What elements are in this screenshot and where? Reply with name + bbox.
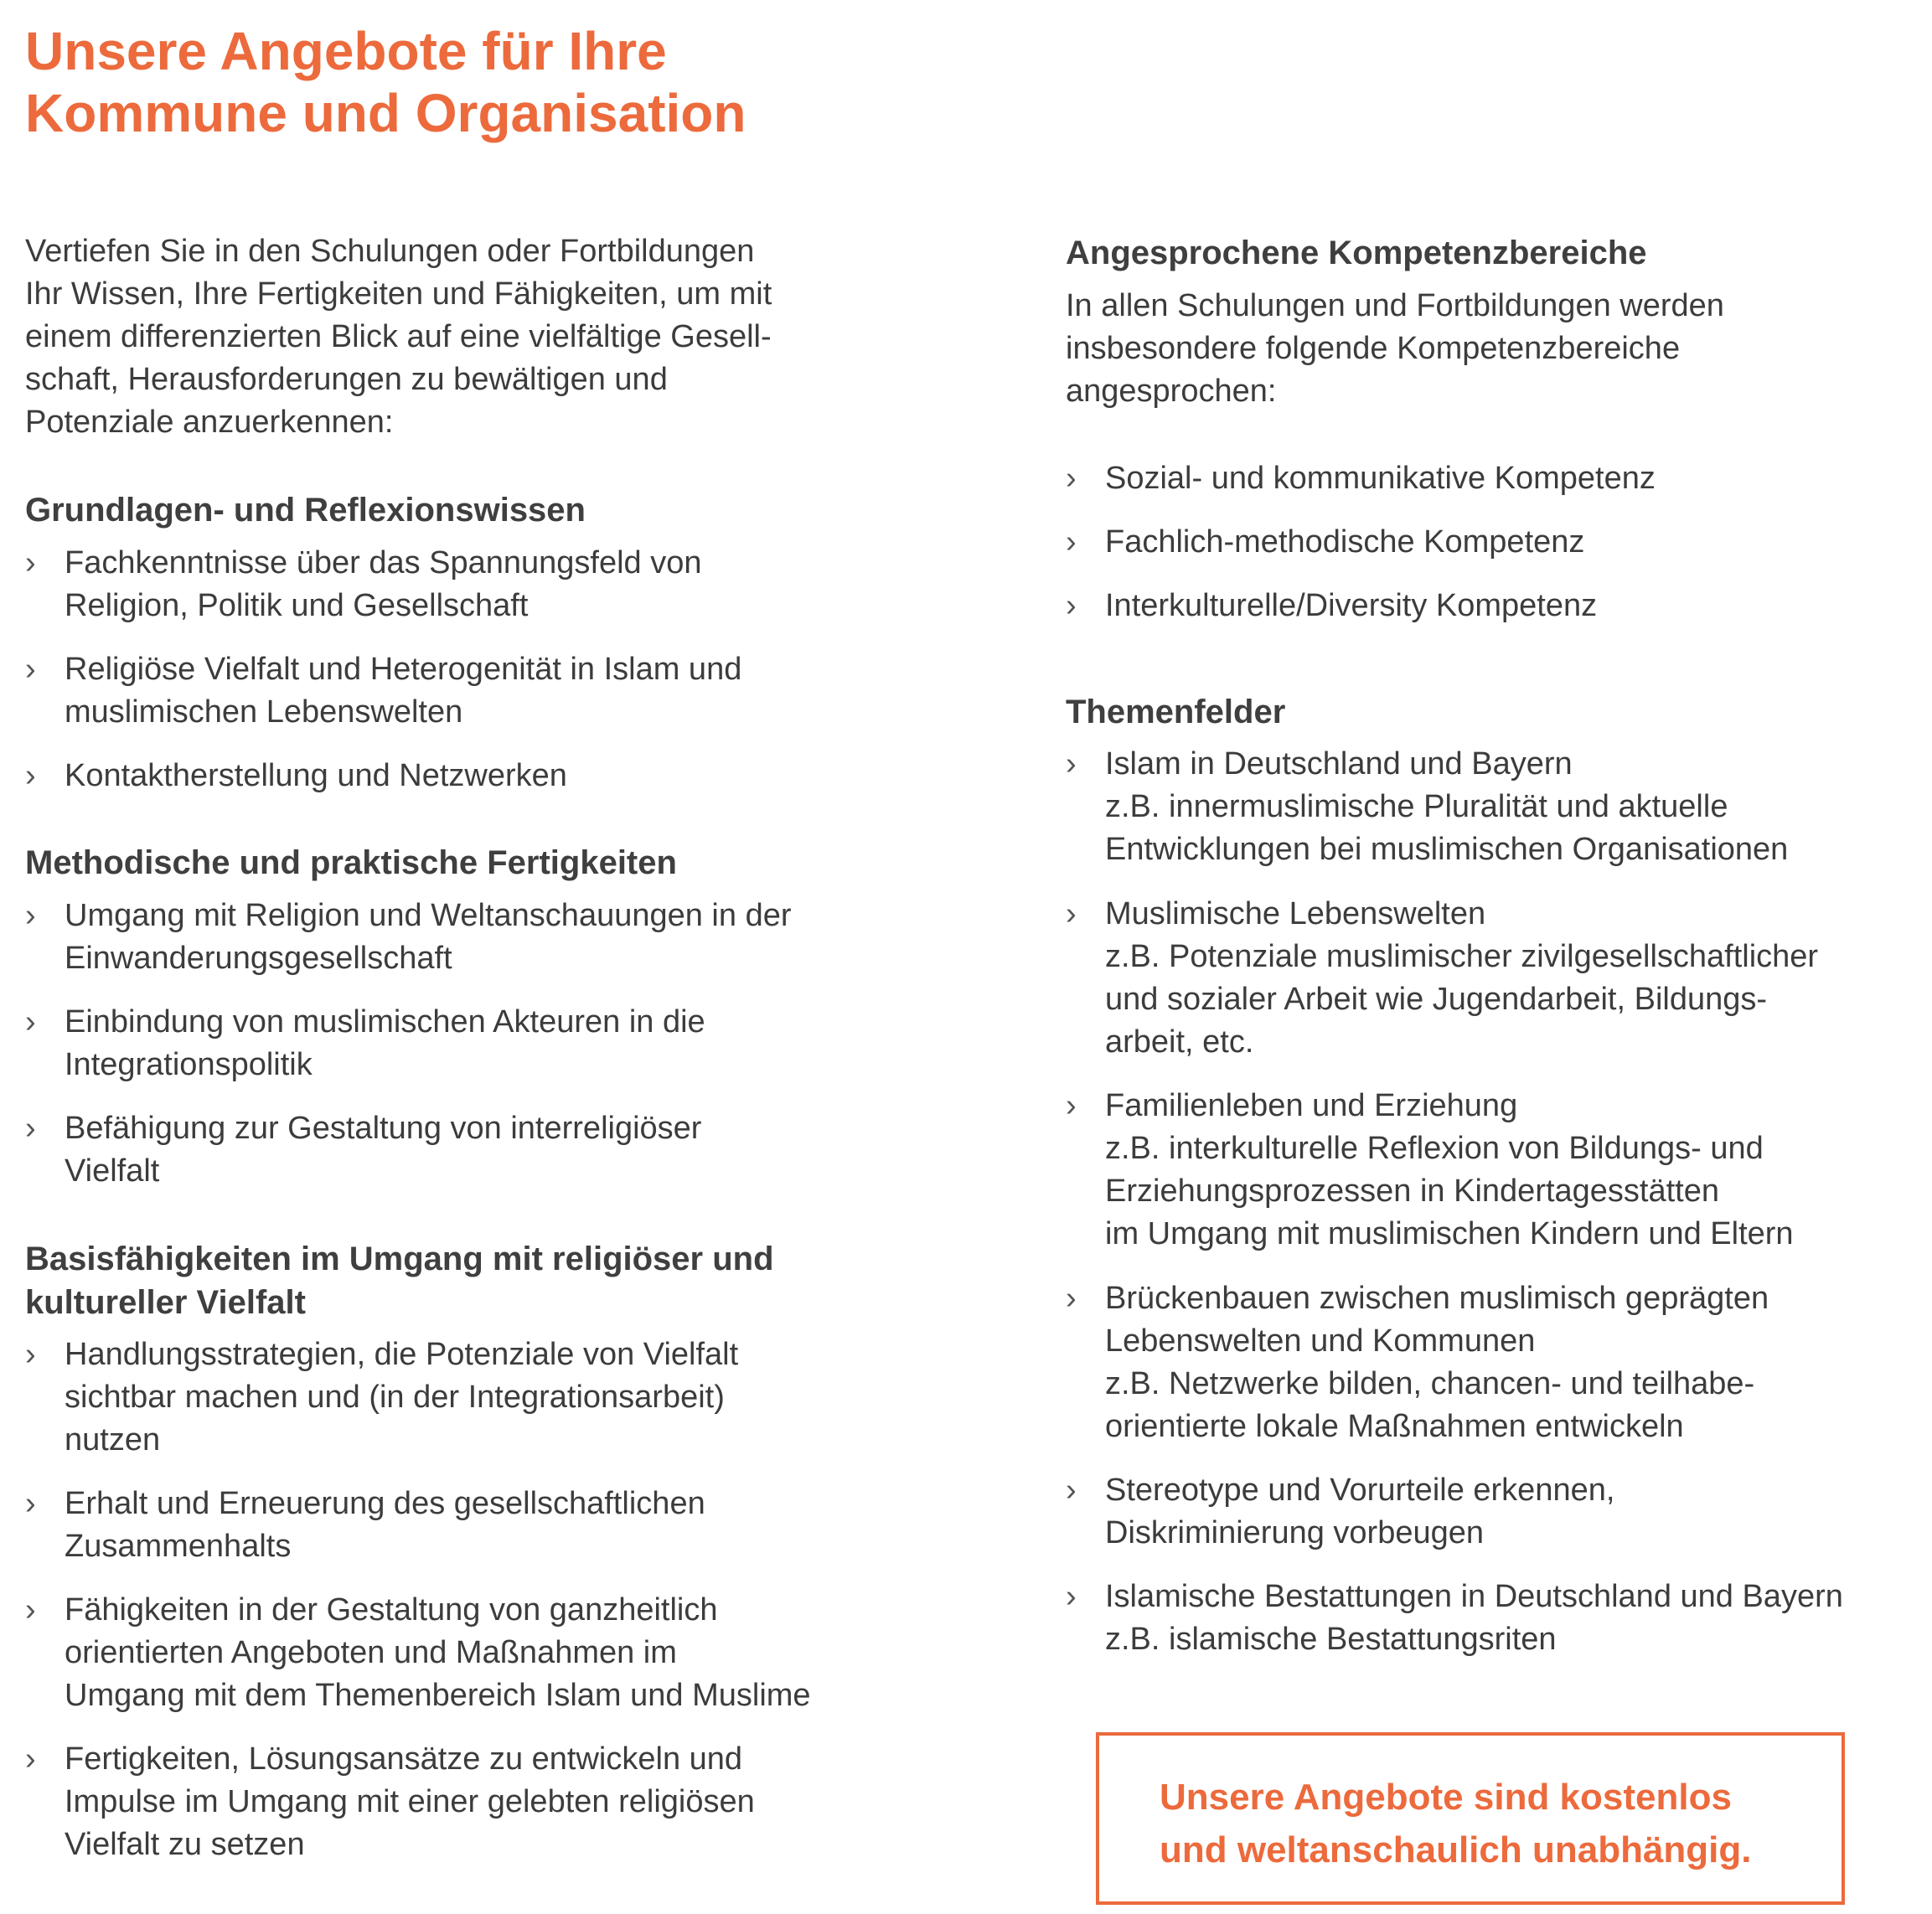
callout-line-2: und weltanschaulich unabhängig. <box>1160 1829 1752 1870</box>
intro-line: angesprochen: <box>1066 374 1277 409</box>
list-item <box>1066 743 1912 871</box>
list-item <box>1066 585 1912 627</box>
intro-line: In allen Schulungen und Fortbildungen werden <box>1066 288 1724 323</box>
list-item <box>1066 1469 1912 1555</box>
bullet-chevron-icon: › <box>25 898 36 933</box>
item-line: Brückenbauen zwischen muslimisch geprägten <box>1105 1281 1769 1316</box>
bullet-chevron-icon: › <box>25 758 36 793</box>
list-item <box>25 1001 905 1086</box>
intro-line: Potenziale anzuerkennen: <box>25 405 394 440</box>
item-line: nutzen <box>65 1422 161 1457</box>
page-title <box>25 20 947 144</box>
bullet-chevron-icon: › <box>1066 746 1077 782</box>
item-line: Fachlich-methodische Kompetenz <box>1105 524 1585 560</box>
item-line: orientierte lokale Maßnahmen entwickeln <box>1105 1409 1684 1444</box>
item-line: und sozialer Arbeit wie Jugendarbeit, Bildungs- <box>1105 982 1768 1017</box>
item-line: z.B. Potenziale muslimischer zivilgesellschaftlicher <box>1105 939 1819 974</box>
intro-line: schaft, Herausforderungen zu bewältigen und <box>25 362 668 397</box>
bullet-chevron-icon: › <box>25 652 36 687</box>
list-item <box>25 1483 905 1568</box>
bullet-chevron-icon: › <box>1066 461 1077 496</box>
item-line: orientierten Angeboten und Maßnahmen im <box>65 1635 677 1670</box>
list-item <box>1066 893 1912 1064</box>
list-item <box>25 1334 905 1462</box>
bullet-chevron-icon: › <box>1066 1473 1077 1508</box>
item-line: Religiöse Vielfalt und Heterogenität in Islam und <box>65 652 742 687</box>
heading-line: kultureller Vielfalt <box>25 1284 306 1321</box>
item-line: Impulse im Umgang mit einer gelebten religiösen <box>65 1784 755 1819</box>
list-item <box>25 542 905 627</box>
item-line: Fachkenntnisse über das Spannungsfeld von <box>65 545 702 580</box>
item-line: Erhalt und Erneuerung des gesellschaftlichen <box>65 1486 705 1521</box>
list-item <box>25 895 905 980</box>
item-line: Zusammenhalts <box>65 1529 292 1564</box>
bullet-chevron-icon: › <box>25 1111 36 1146</box>
list-item <box>25 1589 905 1717</box>
list-item <box>1066 1085 1912 1256</box>
bullet-chevron-icon: › <box>1066 1579 1077 1614</box>
competence-intro <box>1066 285 1912 413</box>
intro-paragraph <box>25 230 905 444</box>
item-line: Einwanderungsgesellschaft <box>65 941 452 976</box>
callout-box <box>1096 1732 1845 1905</box>
item-line: Erziehungsprozessen in Kindertagesstätten <box>1105 1174 1720 1209</box>
item-line: Entwicklungen bei muslimischen Organisationen <box>1105 832 1789 867</box>
item-line: Einbindung von muslimischen Akteuren in die <box>65 1004 705 1040</box>
item-line: sichtbar machen und (in der Integrationsarbeit) <box>65 1380 725 1415</box>
bullet-chevron-icon: › <box>25 1337 36 1372</box>
item-line: Interkulturelle/Diversity Kompetenz <box>1105 588 1598 623</box>
item-line: Handlungsstrategien, die Potenziale von Vielfalt <box>65 1337 739 1372</box>
item-line: im Umgang mit muslimischen Kindern und Eltern <box>1105 1216 1794 1251</box>
bullet-chevron-icon: › <box>25 1741 36 1777</box>
list-item <box>25 1107 905 1193</box>
competence-heading <box>1066 231 1912 275</box>
item-line: muslimischen Lebenswelten <box>65 694 463 730</box>
item-line: z.B. Netzwerke bilden, chancen- und teilhabe- <box>1105 1366 1755 1401</box>
bullet-chevron-icon: › <box>25 1592 36 1628</box>
item-line: z.B. innermuslimische Pluralität und aktuelle <box>1105 789 1728 824</box>
list-item <box>25 1738 905 1866</box>
item-line: Religion, Politik und Gesellschaft <box>65 588 529 623</box>
heading-line: Grundlagen- und Reflexionswissen <box>25 492 586 529</box>
heading-line: Methodische und praktische Fertigkeiten <box>25 844 677 881</box>
list-item <box>1066 521 1912 564</box>
item-line: Vielfalt <box>65 1153 160 1189</box>
intro-line: Vertiefen Sie in den Schulungen oder Fortbildungen <box>25 234 755 269</box>
bullet-chevron-icon: › <box>1066 1281 1077 1316</box>
title-line-1: Unsere Angebote für Ihre <box>25 21 667 81</box>
bullet-chevron-icon: › <box>1066 896 1077 931</box>
item-line: Sozial- und kommunikative Kompetenz <box>1105 461 1656 496</box>
item-line: z.B. interkulturelle Reflexion von Bildungs- und <box>1105 1131 1764 1166</box>
bullet-chevron-icon: › <box>25 1004 36 1040</box>
item-line: Vielfalt zu setzen <box>65 1827 305 1862</box>
bullet-chevron-icon: › <box>25 1486 36 1521</box>
item-line: Fertigkeiten, Lösungsansätze zu entwickeln und <box>65 1741 743 1777</box>
item-line: Islam in Deutschland und Bayern <box>1105 746 1573 782</box>
item-line: Umgang mit dem Themenbereich Islam und Muslime <box>65 1678 811 1713</box>
list-item <box>1066 1277 1912 1448</box>
item-line: Lebenswelten und Kommunen <box>1105 1323 1536 1359</box>
item-line: arbeit, etc. <box>1105 1024 1254 1060</box>
callout-text <box>1160 1771 1752 1876</box>
item-line: z.B. islamische Bestattungsriten <box>1105 1622 1557 1657</box>
bullet-chevron-icon: › <box>1066 524 1077 560</box>
heading-line: Angesprochene Kompetenzbereiche <box>1066 235 1647 271</box>
topics-heading <box>1066 690 1912 734</box>
intro-line: insbesondere folgende Kompetenzbereiche <box>1066 331 1681 366</box>
item-line: Muslimische Lebenswelten <box>1105 896 1486 931</box>
item-line: Kontaktherstellung und Netzwerken <box>65 758 567 793</box>
list-item <box>1066 1576 1912 1661</box>
item-line: Fähigkeiten in der Gestaltung von ganzheitlich <box>65 1592 718 1628</box>
item-line: Umgang mit Religion und Weltanschauungen in der <box>65 898 792 933</box>
title-line-2: Kommune und Organisation <box>25 83 746 143</box>
item-line: Islamische Bestattungen in Deutschland und Bayern <box>1105 1579 1843 1614</box>
heading-line: Basisfähigkeiten im Umgang mit religiöser und <box>25 1241 774 1277</box>
callout-line-1: Unsere Angebote sind kostenlos <box>1160 1777 1732 1818</box>
list-item <box>25 755 905 797</box>
heading-line: Themenfelder <box>1066 694 1286 730</box>
bullet-chevron-icon: › <box>1066 588 1077 623</box>
section-heading-grundlagen <box>25 488 905 532</box>
list-item <box>1066 457 1912 500</box>
intro-line: einem differenzierten Blick auf eine vielfältige Gesell- <box>25 319 772 354</box>
section-heading-methodische <box>25 841 905 885</box>
item-line: Familienleben und Erziehung <box>1105 1088 1518 1123</box>
bullet-chevron-icon: › <box>25 545 36 580</box>
item-line: Befähigung zur Gestaltung von interreligiöser <box>65 1111 702 1146</box>
intro-line: Ihr Wissen, Ihre Fertigkeiten und Fähigkeiten, um mit <box>25 276 772 312</box>
item-line: Integrationspolitik <box>65 1047 313 1082</box>
item-line: Diskriminierung vorbeugen <box>1105 1515 1484 1550</box>
bullet-chevron-icon: › <box>1066 1088 1077 1123</box>
item-line: Stereotype und Vorurteile erkennen, <box>1105 1473 1615 1508</box>
list-item <box>25 648 905 734</box>
section-heading-basisfaehigkeiten <box>25 1237 905 1324</box>
